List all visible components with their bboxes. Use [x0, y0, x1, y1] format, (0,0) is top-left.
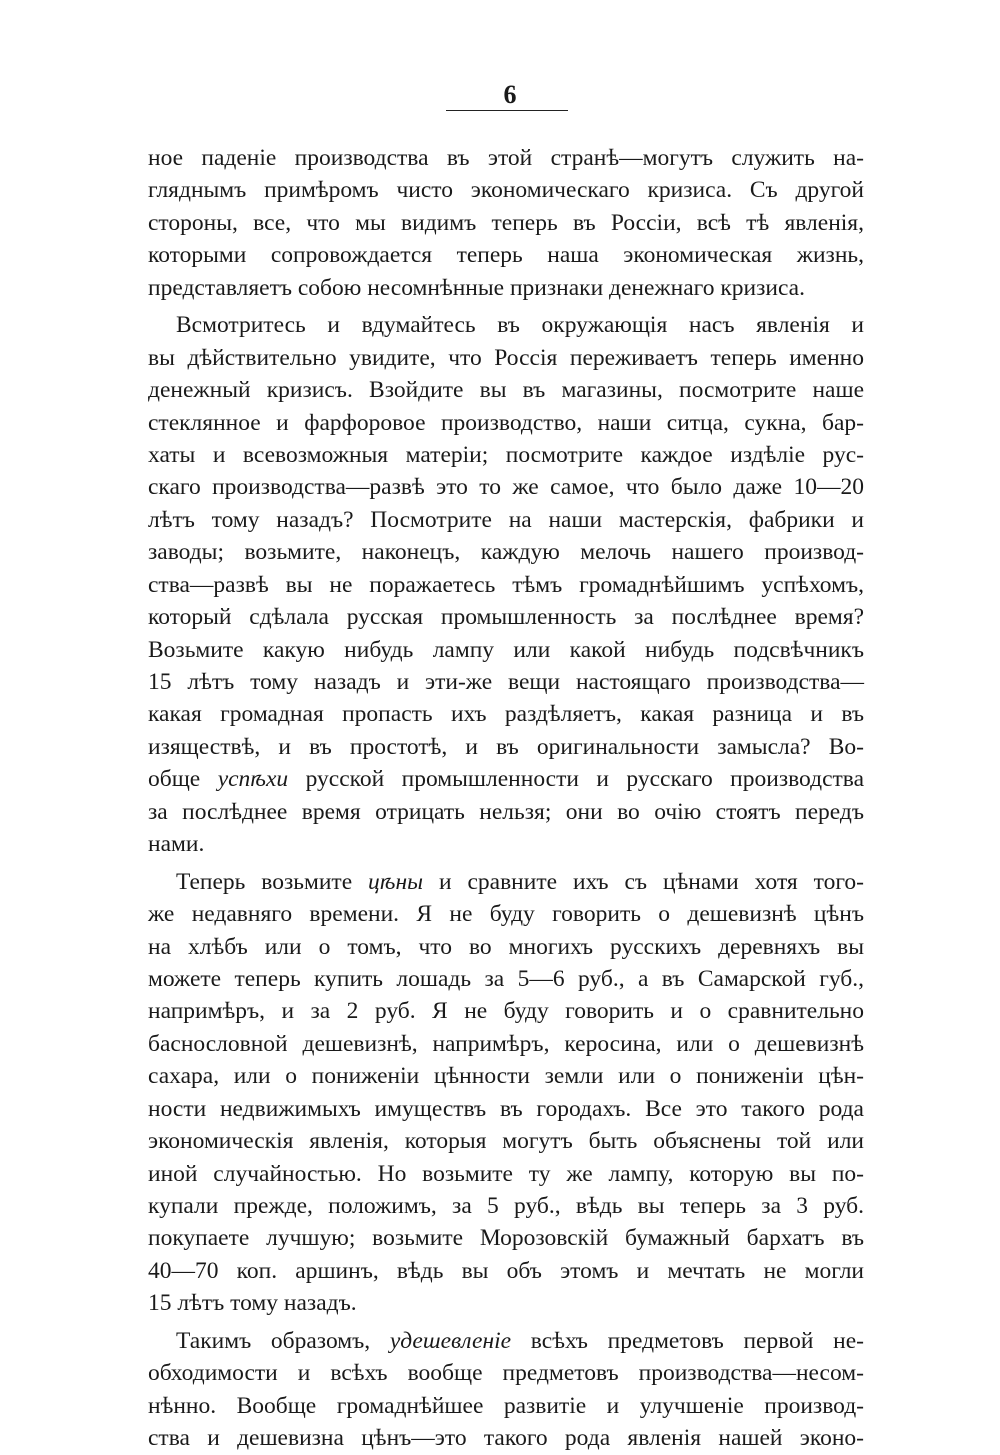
text-line: заводы; возьмите, наконецъ, каждую мелочь нашего производ- [148, 539, 864, 566]
text-line: какая громадная пропасть ихъ раздѣляетъ, какая разница и въ [148, 701, 864, 728]
text-line: Теперь возьмите цѣны и сравните ихъ съ цѣнами хотя того- [176, 868, 864, 895]
text-line: сахара, или о пониженіи цѣнности земли или о пониженіи цѣн- [148, 1063, 864, 1090]
page-number: 6 [503, 80, 517, 109]
paragraph-3 [148, 866, 864, 1320]
text-line: изяществѣ, и въ простотѣ, и въ оригинальности замысла? Во- [148, 733, 864, 760]
text-line: представляетъ собою несомнѣнные признаки денежнаго кризиса. [148, 274, 805, 301]
text-line: на хлѣбъ или о томъ, что во многихъ русскихъ деревняхъ вы [148, 933, 864, 960]
text-line: ства—развѣ вы не поражаетесь тѣмъ громаднѣйшимъ успѣхомъ, [148, 571, 864, 598]
page-number-rule [446, 110, 568, 111]
text-line: вы дѣйствительно увидите, что Россія переживаетъ теперь именно [148, 344, 864, 371]
emphasis-word: цѣны [368, 868, 424, 895]
text-line: хаты и всевозможныя матеріи; посмотрите каждое издѣліе рус- [148, 441, 864, 468]
text-line: напримѣръ, и за 2 руб. Я не буду говорить и о сравнительно [148, 998, 864, 1025]
text-line: обходимости и всѣхъ вообще предметовъ производства—несом- [148, 1360, 864, 1387]
text-line: купали прежде, положимъ, за 5 руб., вѣдь вы теперь за 3 руб. [148, 1193, 864, 1219]
text-line: скаго производства—развѣ это то же самое, что было даже 10—20 [148, 474, 864, 501]
text-line: Возьмите какую нибудь лампу или какой нибудь подсвѣчникъ [148, 636, 864, 663]
text-line: нами. [148, 831, 205, 858]
text-line: покупаете лучшую; возьмите Морозовскій бумажный бархатъ въ [148, 1225, 864, 1252]
text-line: 15 лѣтъ тому назадъ и эти-же вещи настоящаго производства— [148, 669, 864, 695]
text-line: Такимъ образомъ, удешевленіе всѣхъ предметовъ первой не- [176, 1327, 864, 1354]
text-line: который сдѣлала русская промышленность за послѣднее время? [148, 604, 864, 631]
text-line: которыми сопровождается теперь наша экономическая жизнь, [148, 242, 864, 269]
paragraph-4 [148, 1325, 864, 1455]
text-line: денежный кризисъ. Взойдите вы въ магазины, посмотрите наше [148, 377, 864, 404]
text-line: можете теперь купить лошадь за 5—6 руб., а въ Самарской губ., [148, 965, 864, 992]
text-line: за послѣднее время отрицать нельзя; они во очію стоятъ передъ [148, 798, 864, 825]
text-line: обще успѣхи русской промышленности и русскаго производства [148, 766, 865, 793]
text-line: же недавняго времени. Я не буду говорить о дешевизнѣ цѣнъ [148, 901, 864, 928]
text-line: стороны, все, что мы видимъ теперь въ Россіи, всѣ тѣ явленія, [148, 209, 864, 236]
text-line: лѣтъ тому назадъ? Посмотрите на наши мастерскія, фабрики и [148, 506, 864, 533]
emphasis-word: успѣхи [217, 766, 289, 793]
paragraph-2 [148, 309, 864, 860]
emphasis-word: удешевленіе [389, 1327, 512, 1354]
text-line: 40—70 коп. аршинъ, вѣдь вы объ этомъ и мечтать не могли [148, 1257, 864, 1284]
text-line: гляднымъ примѣромъ чисто экономическаго кризиса. Съ другой [148, 177, 864, 204]
paragraph-1 [148, 142, 864, 304]
body-text [148, 142, 864, 1455]
text-line: ности недвижимыхъ имуществъ въ городахъ. Все это такого рода [148, 1095, 864, 1122]
text-line: ное паденіе производства въ этой странѣ—могутъ служить на- [148, 145, 864, 171]
text-line: ства и дешевизна цѣнъ—это такого рода явленія нашей эконо- [148, 1425, 864, 1452]
text-line: баснословной дешевизнѣ, напримѣръ, керосина, или о дешевизнѣ [148, 1030, 864, 1057]
text-line: стеклянное и фарфоровое производство, наши ситца, сукна, бар- [148, 409, 864, 436]
text-line: нѣнно. Вообще громаднѣйшее развитіе и улучшеніе производ- [148, 1392, 864, 1419]
text-line: Всмотритесь и вдумайтесь въ окружающія насъ явленія и [176, 312, 864, 339]
text-line: иной случайностью. Но возьмите ту же лампу, которую вы по- [148, 1160, 864, 1187]
text-line: экономическія явленія, которыя могутъ быть объяснены той или [148, 1128, 864, 1155]
text-line: 15 лѣтъ тому назадъ. [148, 1290, 357, 1317]
